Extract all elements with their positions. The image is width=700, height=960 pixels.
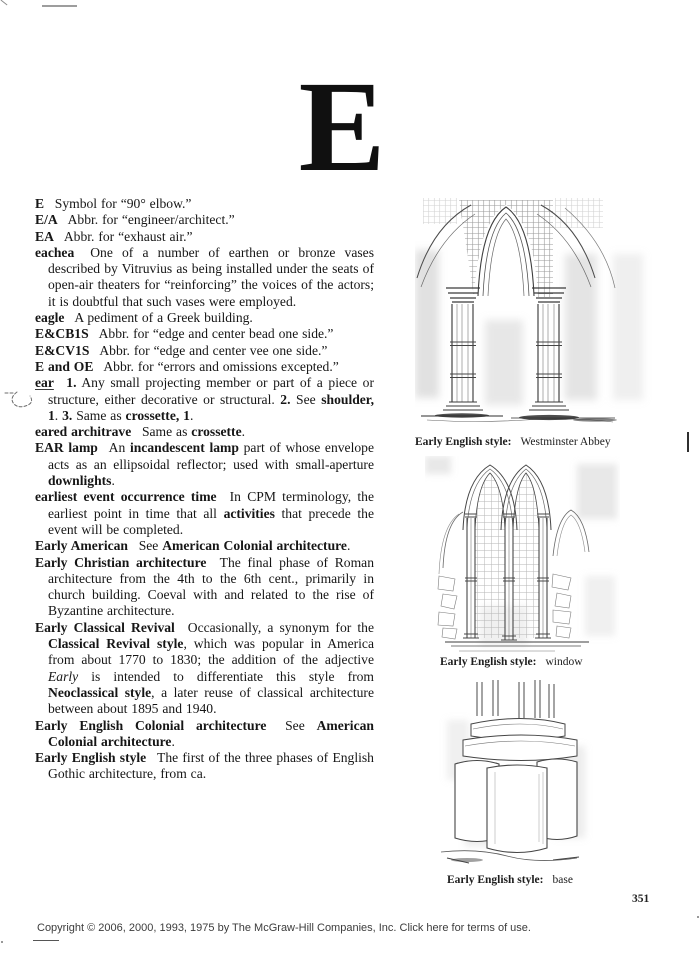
caption-value: window xyxy=(545,656,583,668)
figure2-caption xyxy=(440,656,583,668)
dictionary-entry: EA Abbr. for “exhaust air.” xyxy=(35,228,193,244)
caption-value: base xyxy=(552,874,573,886)
terms-of-use-link[interactable]: Click here for terms of use. xyxy=(399,922,531,934)
caption-label: Early English style: xyxy=(415,436,512,448)
pencil-annotation-mark xyxy=(17,386,51,412)
entries-column xyxy=(35,196,374,783)
scan-artifact-top-rule xyxy=(42,5,77,7)
column-base-sketch-illustration xyxy=(437,680,607,872)
dictionary-entry: E&CV1S Abbr. for “edge and center vee one side.” xyxy=(35,342,328,358)
caption-value: Westminster Abbey xyxy=(520,436,611,448)
dictionary-entry: E and OE Abbr. for “errors and omissions excepted.” xyxy=(35,358,339,374)
dictionary-entry: Early English Colonial architecture See American Colonial architecture. xyxy=(35,717,374,749)
scan-artifact-dot xyxy=(1,941,3,943)
figure-early-english-arches xyxy=(415,192,665,434)
dictionary-entry: E&CB1S Abbr. for “edge and center bead one side.” xyxy=(35,326,334,342)
gothic-arcade-sketch-illustration xyxy=(415,192,665,434)
copyright-text: Copyright © 2006, 2000, 1993, 1975 by The McGraw-Hill Companies, Inc. xyxy=(37,922,400,934)
figure-early-english-window xyxy=(425,456,620,656)
scan-artifact-dot xyxy=(697,916,699,918)
dictionary-entry: earliest event occurrence time In CPM terminology, the earliest point in time that all activities that precede the event will be completed. xyxy=(35,489,374,537)
figure3-caption xyxy=(447,874,573,886)
dictionary-entry: Early English style The first of the three phases of English Gothic architecture, from ca. xyxy=(35,750,374,782)
copyright-line xyxy=(37,922,531,934)
figure-early-english-base xyxy=(437,680,607,872)
scan-artifact-right-line xyxy=(687,432,689,452)
dictionary-entry: eared architrave Same as crossette. xyxy=(35,424,246,440)
lancet-window-sketch-illustration xyxy=(425,456,620,656)
scan-artifact-copyright-underline xyxy=(33,940,59,941)
caption-label: Early English style: xyxy=(440,656,537,668)
dictionary-entry: E/A Abbr. for “engineer/architect.” xyxy=(35,212,235,228)
dictionary-entry: E Symbol for “90° elbow.” xyxy=(35,196,192,211)
dictionary-entry: EAR lamp An incandescent lamp part of whose envelope acts as an ellipsoidal reflector; used with small-aperture downlights. xyxy=(35,440,374,489)
section-letter: E xyxy=(298,55,386,199)
caption-label: Early English style: xyxy=(447,874,544,886)
dictionary-entry: eachea One of a number of earthen or bronze vases described by Vitruvius as being installed under the seats of open-air theaters for “reinforcing” the voices of the actors; it is doubtful that such vases were employed. xyxy=(35,244,374,309)
dictionary-entry: Early American See American Colonial architecture. xyxy=(35,538,351,554)
dictionary-entry: ear 1. Any small projecting member or part of a piece or structure, either decorative or structural. 2. See shoulder, 1. 3. Same as crossette, 1. xyxy=(35,375,374,424)
scan-artifact-tick xyxy=(1,0,8,5)
figure1-caption xyxy=(415,436,611,448)
page-number: 351 xyxy=(632,893,650,905)
dictionary-entry: Early Christian architecture The final phase of Roman architecture from the 4th to the 6th cent., primarily in church building. Coeval with and related to the rise of Byzantine architecture. xyxy=(35,554,374,619)
dictionary-entry: Early Classical Revival Occasionally, a synonym for the Classical Revival style, which was popular in America from about 1770 to 1830; the addition of the adjective Early is intended to differentiate this style from Neoclassical style, a later reuse of classical architecture between about 1895 and 1940. xyxy=(35,619,374,717)
dictionary-entry: eagle A pediment of a Greek building. xyxy=(35,310,253,326)
